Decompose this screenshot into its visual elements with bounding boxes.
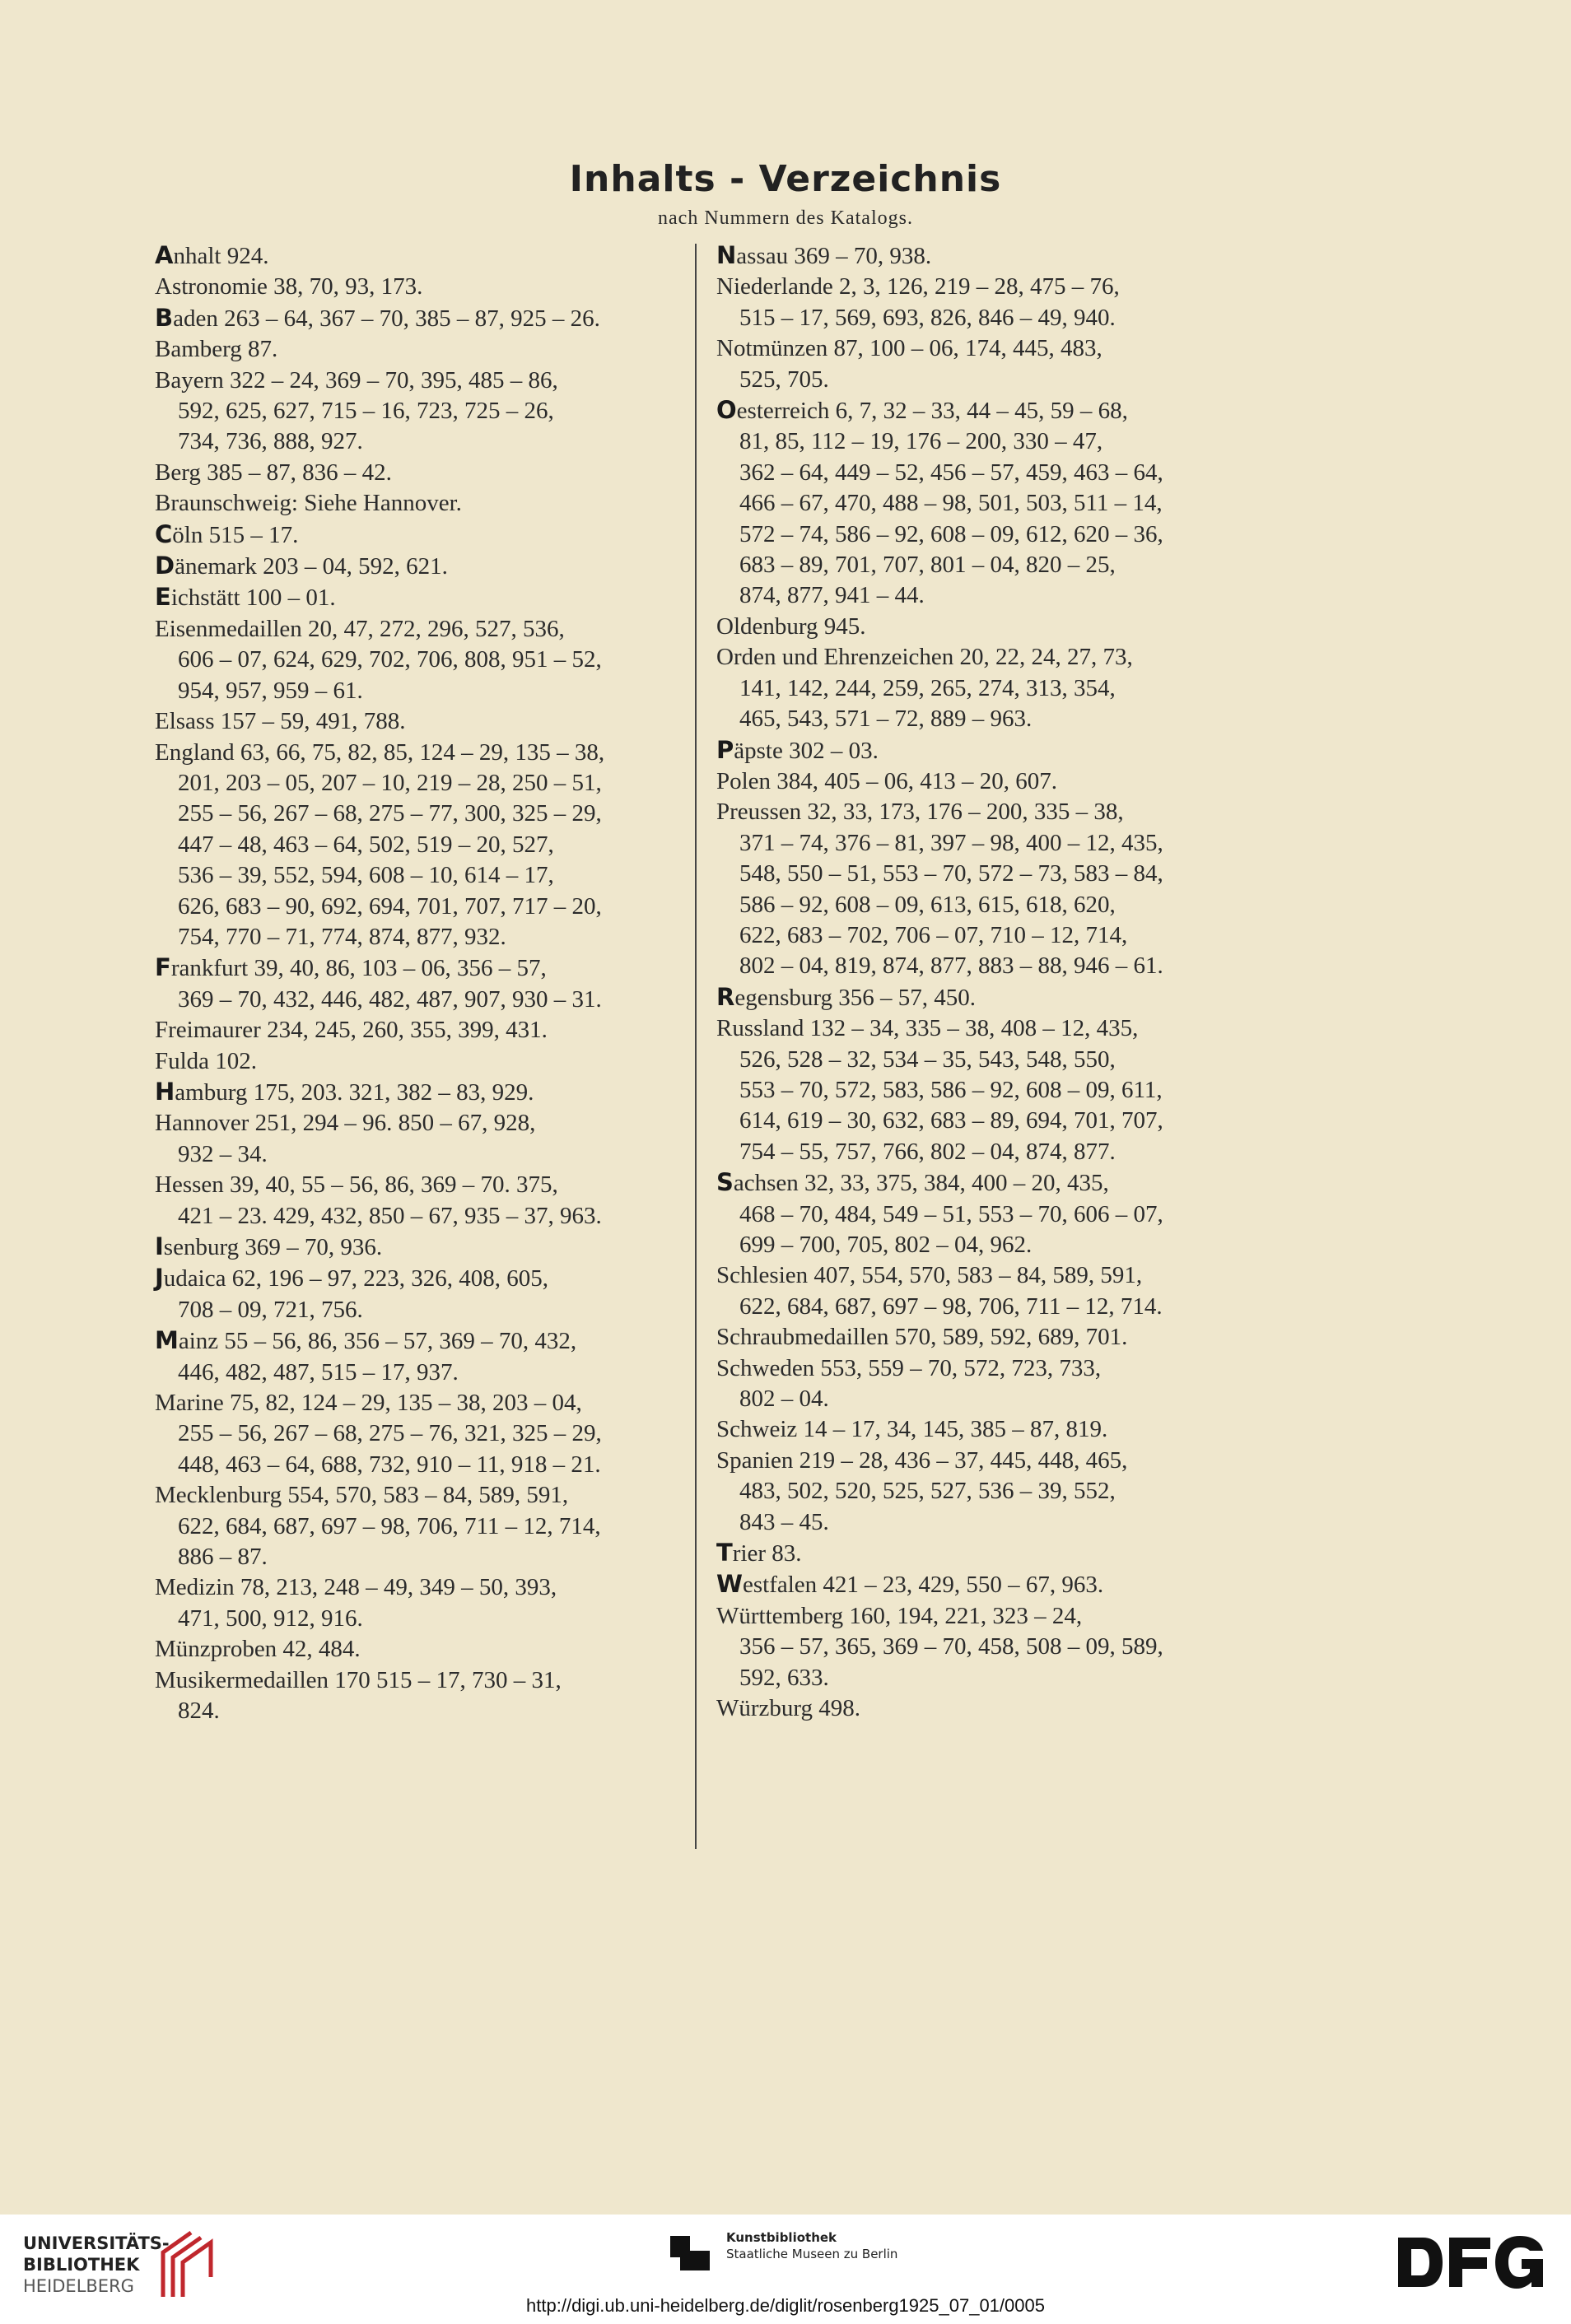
entry-initial-letter: O	[716, 396, 737, 425]
entry-text: 843 – 45.	[739, 1508, 829, 1535]
entry-text: ichstätt 100 – 01.	[170, 584, 336, 612]
index-entry	[155, 952, 669, 1015]
index-entry-continuation	[716, 488, 1243, 519]
index-entry-continuation	[716, 673, 1243, 704]
entry-text: egensburg 356 – 57, 450.	[734, 984, 977, 1011]
entry-text: 526, 528 – 32, 534 – 35, 543, 548, 550,	[739, 1046, 1116, 1073]
index-entry	[155, 458, 669, 488]
index-entry-line	[716, 797, 1243, 827]
index-entry	[155, 1665, 669, 1727]
index-entry-continuation	[716, 550, 1243, 580]
entry-initial-letter: E	[155, 583, 171, 612]
index-entry-line	[716, 1353, 1243, 1384]
index-entry-line	[716, 240, 1243, 272]
index-entry-continuation	[155, 1604, 669, 1634]
index-entry	[155, 272, 669, 302]
kunstbibliothek-name: Kunstbibliothek	[726, 2230, 837, 2245]
index-entry-continuation	[155, 396, 669, 426]
index-entry-continuation	[155, 426, 669, 457]
index-entry-continuation	[155, 1295, 669, 1325]
index-entry-line	[716, 1569, 1243, 1600]
index-entry	[155, 1046, 669, 1077]
index-entry-line	[716, 612, 1243, 642]
entry-text: Spanien 219 – 28, 436 – 37, 445, 448, 465,	[716, 1446, 1128, 1474]
entry-text: Freimaurer 234, 245, 260, 355, 399, 431.	[155, 1017, 548, 1044]
index-entry	[155, 240, 669, 272]
entry-text: 369 – 70, 432, 446, 482, 487, 907, 930 – 31.	[178, 985, 602, 1013]
entry-text: 754 – 55, 757, 766, 802 – 04, 874, 877.	[739, 1138, 1116, 1165]
entry-text: Niederlande 2, 3, 126, 219 – 28, 475 – 76,	[716, 273, 1120, 300]
index-entry	[716, 333, 1243, 395]
index-entry-line	[155, 458, 669, 488]
column-divider	[695, 244, 697, 1849]
index-entry	[155, 519, 669, 551]
entry-text: Hannover 251, 294 – 96. 850 – 67, 928,	[155, 1110, 536, 1137]
entry-text: 356 – 57, 365, 369 – 70, 458, 508 – 09, 589,	[739, 1633, 1163, 1660]
index-entry-continuation	[716, 303, 1243, 333]
index-entry-line	[155, 1015, 669, 1046]
kunstbibliothek-emblem-icon	[669, 2233, 711, 2272]
index-entry-line	[155, 1170, 669, 1200]
index-entry-line	[716, 982, 1243, 1013]
index-entry-line	[155, 614, 669, 645]
entry-text: 606 – 07, 624, 629, 702, 706, 808, 951 – 52,	[178, 646, 602, 673]
entry-text: Württemberg 160, 194, 221, 323 – 24,	[716, 1602, 1083, 1629]
entry-text: Münzproben 42, 484.	[155, 1636, 361, 1663]
index-entry-continuation	[716, 1384, 1243, 1414]
entry-text: Marine 75, 82, 124 – 29, 135 – 38, 203 – 04,	[155, 1390, 582, 1417]
entry-text: Medizin 78, 213, 248 – 49, 349 – 50, 393,	[155, 1574, 557, 1601]
index-entry-continuation	[155, 985, 669, 1015]
index-entry-continuation	[155, 1542, 669, 1572]
index-entry-continuation	[155, 1139, 669, 1170]
index-entry-continuation	[716, 1632, 1243, 1662]
entry-text: Russland 132 – 34, 335 – 38, 408 – 12, 435,	[716, 1015, 1139, 1042]
index-entry-continuation	[716, 1106, 1243, 1136]
index-entry	[716, 1569, 1243, 1600]
index-entry	[155, 303, 669, 334]
entry-text: 886 – 87.	[178, 1544, 268, 1571]
index-entry-continuation	[716, 1663, 1243, 1693]
entry-text: 536 – 39, 552, 594, 608 – 10, 614 – 17,	[178, 862, 554, 889]
index-entry	[716, 272, 1243, 333]
entry-text: 525, 705.	[739, 366, 829, 393]
index-entry	[155, 1325, 669, 1388]
entry-initial-letter: A	[155, 241, 174, 269]
entry-text: 874, 877, 941 – 44.	[739, 582, 925, 609]
index-entry	[716, 982, 1243, 1013]
entry-text: 255 – 56, 267 – 68, 275 – 77, 300, 325 – 29,	[178, 800, 602, 827]
entry-text: Preussen 32, 33, 173, 176 – 200, 335 – 38,	[716, 799, 1124, 826]
footer-bar	[0, 2215, 1571, 2324]
university-name-line1: UNIVERSITÄTS-	[23, 2233, 170, 2253]
entry-initial-letter: P	[716, 735, 734, 764]
entry-text: 708 – 09, 721, 756.	[178, 1296, 363, 1323]
index-entry-continuation	[716, 426, 1243, 457]
entry-text: 592, 633.	[739, 1664, 829, 1691]
index-entry-line	[155, 582, 669, 613]
index-entry-line	[155, 1046, 669, 1077]
index-entry-line	[716, 1322, 1243, 1353]
index-entry	[155, 366, 669, 458]
entry-initial-letter: B	[155, 303, 174, 332]
entry-text: esterreich 6, 7, 32 – 33, 44 – 45, 59 – 68,	[736, 398, 1128, 425]
index-entry-continuation	[716, 828, 1243, 859]
index-entry-continuation	[155, 1358, 669, 1388]
page-subtitle: nach Nummern des Katalogs.	[658, 207, 913, 229]
index-entry	[155, 1170, 669, 1232]
index-entry	[716, 735, 1243, 766]
index-entry-line	[155, 738, 669, 768]
index-entry-line	[716, 1693, 1243, 1724]
index-entry-line	[716, 1260, 1243, 1291]
entry-text: 622, 684, 687, 697 – 98, 706, 711 – 12, 714.	[739, 1292, 1163, 1320]
entry-text: 483, 502, 520, 525, 527, 536 – 39, 552,	[739, 1478, 1116, 1505]
entry-text: ainz 55 – 56, 86, 356 – 57, 369 – 70, 432,	[178, 1328, 577, 1355]
entry-text: Schraubmedaillen 570, 589, 592, 689, 701.	[716, 1324, 1128, 1351]
index-column-left	[155, 240, 669, 1727]
entry-text: 622, 684, 687, 697 – 98, 706, 711 – 12, 714,	[178, 1512, 601, 1539]
page-title: Inhalts - Verzeichnis	[569, 158, 1002, 200]
entry-text: Oldenburg 945.	[716, 612, 866, 640]
index-entry-line	[155, 366, 669, 396]
entry-text: äpste 302 – 03.	[734, 737, 879, 764]
index-entry-continuation	[155, 1201, 669, 1232]
index-entry-continuation	[716, 1476, 1243, 1507]
entry-text: Hessen 39, 40, 55 – 56, 86, 369 – 70. 375,	[155, 1171, 558, 1199]
index-entry	[155, 738, 669, 953]
entry-text: 466 – 67, 470, 488 – 98, 501, 503, 511 – 14,	[739, 490, 1163, 517]
entry-text: 553 – 70, 572, 583, 586 – 92, 608 – 09, 611,	[739, 1076, 1163, 1103]
entry-text: 465, 543, 571 – 72, 889 – 963.	[739, 706, 1033, 733]
entry-text: 592, 625, 627, 715 – 16, 723, 725 – 26,	[178, 398, 554, 425]
index-entry	[155, 582, 669, 613]
entry-text: 802 – 04.	[739, 1386, 829, 1413]
entry-text: Fulda 102.	[155, 1047, 258, 1074]
index-entry	[155, 1388, 669, 1480]
index-entry-continuation	[716, 890, 1243, 920]
index-entry	[716, 1414, 1243, 1445]
entry-text: 548, 550 – 51, 553 – 70, 572 – 73, 583 – 84,	[739, 860, 1163, 887]
index-entry-continuation	[716, 1075, 1243, 1106]
entry-text: 468 – 70, 484, 549 – 51, 553 – 70, 606 – 07,	[739, 1200, 1163, 1227]
index-entry-continuation	[716, 580, 1243, 611]
index-entry-continuation	[155, 1511, 669, 1542]
entry-text: 622, 683 – 702, 706 – 07, 710 – 12, 714,	[739, 921, 1128, 948]
index-entry-line	[155, 1634, 669, 1665]
entry-text: 471, 500, 912, 916.	[178, 1604, 363, 1632]
index-entry	[716, 1693, 1243, 1724]
index-entry-line	[155, 240, 669, 272]
index-entry-continuation	[716, 920, 1243, 951]
entry-text: Astronomie 38, 70, 93, 173.	[155, 273, 423, 300]
index-entry-continuation	[716, 458, 1243, 488]
index-entry-line	[716, 642, 1243, 673]
index-entry-line	[155, 1077, 669, 1108]
index-entry-continuation	[155, 645, 669, 675]
entry-text: Polen 384, 405 – 06, 413 – 20, 607.	[716, 767, 1058, 794]
index-entry	[716, 1167, 1243, 1260]
index-entry-continuation	[716, 1137, 1243, 1167]
entry-text: Elsass 157 – 59, 491, 788.	[155, 708, 406, 735]
index-entry-continuation	[716, 1230, 1243, 1260]
index-entry-line	[155, 1388, 669, 1418]
entry-text: Bamberg 87.	[155, 336, 278, 363]
index-entry	[716, 1446, 1243, 1538]
entry-text: 141, 142, 244, 259, 265, 274, 313, 354,	[739, 674, 1116, 701]
index-entry	[716, 642, 1243, 734]
index-entry-line	[716, 1167, 1243, 1199]
university-name-line2: BIBLIOTHEK	[23, 2255, 140, 2275]
index-entry	[155, 614, 669, 706]
index-entry-line	[716, 735, 1243, 766]
entry-text: 255 – 56, 267 – 68, 275 – 76, 321, 325 – 29,	[178, 1420, 602, 1447]
index-entry	[155, 1077, 669, 1108]
entry-text: Würzburg 498.	[716, 1695, 861, 1722]
index-entry-line	[155, 1325, 669, 1357]
entry-text: 954, 957, 959 – 61.	[178, 677, 363, 704]
index-entry-line	[716, 272, 1243, 302]
entry-text: Mecklenburg 554, 570, 583 – 84, 589, 591,	[155, 1482, 569, 1509]
page-url[interactable]: http://digi.ub.uni-heidelberg.de/diglit/rosenberg1925_07_01/0005	[526, 2295, 1045, 2316]
index-entry	[716, 1353, 1243, 1415]
index-entry-continuation	[155, 799, 669, 829]
index-entry	[155, 1232, 669, 1263]
entry-text: 586 – 92, 608 – 09, 613, 615, 618, 620,	[739, 891, 1116, 918]
index-entry-continuation	[716, 1199, 1243, 1230]
entry-text: Braunschweig: Siehe Hannover.	[155, 490, 462, 517]
index-entry-line	[716, 1414, 1243, 1445]
index-entry-line	[716, 1013, 1243, 1044]
entry-text: öln 515 – 17.	[172, 521, 299, 548]
index-entry-continuation	[155, 922, 669, 952]
index-entry-line	[716, 766, 1243, 797]
entry-text: 81, 85, 112 – 19, 176 – 200, 330 – 47,	[739, 428, 1103, 455]
index-entry-line	[155, 1480, 669, 1511]
entry-text: aden 263 – 64, 367 – 70, 385 – 87, 925 – 26.	[173, 305, 600, 332]
entry-initial-letter: T	[716, 1539, 733, 1567]
index-column-right	[716, 240, 1243, 1725]
entry-text: Schweden 553, 559 – 70, 572, 723, 733,	[716, 1354, 1102, 1381]
entry-text: rankfurt 39, 40, 86, 103 – 06, 356 – 57,	[170, 955, 547, 982]
index-entry	[716, 1013, 1243, 1167]
index-entry-continuation	[155, 1696, 669, 1726]
index-entry-line	[155, 1108, 669, 1139]
entry-text: 626, 683 – 90, 692, 694, 701, 707, 717 – 20,	[178, 892, 602, 920]
entry-text: Schweiz 14 – 17, 34, 145, 385 – 87, 819.	[716, 1416, 1108, 1443]
index-entry	[155, 334, 669, 365]
entry-text: Bayern 322 – 24, 369 – 70, 395, 485 – 86,	[155, 366, 558, 394]
entry-text: 699 – 700, 705, 802 – 04, 962.	[739, 1232, 1033, 1258]
index-entry	[155, 1572, 669, 1634]
entry-text: amburg 175, 203. 321, 382 – 83, 929.	[175, 1078, 534, 1106]
index-entry-continuation	[155, 1450, 669, 1480]
entry-text: rier 83.	[732, 1540, 802, 1567]
entry-text: 932 – 34.	[178, 1140, 268, 1167]
index-entry-continuation	[155, 892, 669, 922]
entry-initial-letter: H	[155, 1077, 175, 1106]
entry-text: 734, 736, 888, 927.	[178, 428, 363, 455]
index-entry-continuation	[155, 1418, 669, 1449]
entry-text: Orden und Ehrenzeichen 20, 22, 24, 27, 73,	[716, 644, 1133, 671]
index-entry	[155, 1015, 669, 1046]
index-entry-line	[716, 1601, 1243, 1632]
entry-text: 362 – 64, 449 – 52, 456 – 57, 459, 463 – 64,	[739, 459, 1163, 486]
index-entry	[716, 1260, 1243, 1322]
index-entry-line	[155, 1263, 669, 1294]
index-entry	[716, 797, 1243, 981]
museum-name: Staatliche Museen zu Berlin	[726, 2247, 898, 2261]
entry-initial-letter: S	[716, 1168, 734, 1197]
index-entry-continuation	[716, 1507, 1243, 1538]
index-entry-line	[716, 333, 1243, 364]
university-emblem-icon	[158, 2228, 214, 2302]
index-entry	[155, 706, 669, 737]
university-name-line3: HEIDELBERG	[23, 2276, 134, 2296]
index-entry-continuation	[716, 704, 1243, 734]
entry-initial-letter: N	[716, 241, 737, 269]
entry-text: England 63, 66, 75, 82, 85, 124 – 29, 135 – 38,	[155, 738, 605, 766]
index-entry-line	[155, 551, 669, 582]
index-entry-continuation	[716, 1045, 1243, 1075]
index-entry-continuation	[716, 1292, 1243, 1322]
index-entry-continuation	[155, 676, 669, 706]
index-entry-line	[155, 1232, 669, 1263]
entry-text: Musikermedaillen 170 515 – 17, 730 – 31,	[155, 1666, 562, 1693]
entry-initial-letter: I	[155, 1232, 164, 1260]
entry-text: 371 – 74, 376 – 81, 397 – 98, 400 – 12, 435,	[739, 829, 1163, 856]
index-entry	[155, 1108, 669, 1170]
entry-text: achsen 32, 33, 375, 384, 400 – 20, 435,	[733, 1170, 1109, 1197]
index-entry	[155, 551, 669, 582]
entry-text: 446, 482, 487, 515 – 17, 937.	[178, 1358, 459, 1386]
index-entry-line	[155, 272, 669, 302]
entry-initial-letter: R	[716, 982, 735, 1011]
entry-text: 824.	[178, 1698, 220, 1725]
entry-text: 614, 619 – 30, 632, 683 – 89, 694, 701, 707,	[739, 1107, 1163, 1134]
index-entry	[155, 1634, 669, 1665]
index-entry-line	[155, 334, 669, 365]
index-entry	[155, 1480, 669, 1572]
index-entry	[716, 1538, 1243, 1569]
index-entry-line	[155, 706, 669, 737]
entry-text: udaica 62, 196 – 97, 223, 326, 408, 605,	[163, 1265, 548, 1292]
index-entry	[716, 240, 1243, 272]
entry-text: 515 – 17, 569, 693, 826, 846 – 49, 940.	[739, 304, 1116, 331]
entry-text: 447 – 48, 463 – 64, 502, 519 – 20, 527,	[178, 831, 554, 858]
index-entry-continuation	[716, 951, 1243, 981]
entry-text: 754, 770 – 71, 774, 874, 877, 932.	[178, 923, 506, 950]
entry-text: Eisenmedaillen 20, 47, 272, 296, 527, 536,	[155, 615, 565, 642]
entry-text: Notmünzen 87, 100 – 06, 174, 445, 483,	[716, 335, 1102, 362]
entry-text: Berg 385 – 87, 836 – 42.	[155, 459, 392, 486]
index-entry	[716, 1322, 1243, 1353]
entry-text: Schlesien 407, 554, 570, 583 – 84, 589, 591,	[716, 1262, 1143, 1289]
index-entry-line	[155, 303, 669, 334]
index-entry	[716, 395, 1243, 612]
index-entry-continuation	[155, 768, 669, 799]
entry-text: 448, 463 – 64, 688, 732, 910 – 11, 918 – 21.	[178, 1451, 601, 1478]
entry-text: änemark 203 – 04, 592, 621.	[175, 553, 448, 580]
index-entry-continuation	[716, 519, 1243, 550]
index-entry-line	[155, 488, 669, 519]
entry-text: nhalt 924.	[173, 243, 269, 269]
entry-text: estfalen 421 – 23, 429, 550 – 67, 963.	[743, 1572, 1104, 1599]
entry-text: 802 – 04, 819, 874, 877, 883 – 88, 946 – 61.	[739, 952, 1163, 980]
entry-initial-letter: C	[155, 519, 173, 548]
entry-text: senburg 369 – 70, 936.	[163, 1234, 383, 1260]
index-entry-line	[155, 1572, 669, 1603]
index-entry-line	[716, 1446, 1243, 1476]
index-entry-continuation	[155, 860, 669, 891]
index-entry	[155, 488, 669, 519]
entry-initial-letter: W	[716, 1570, 743, 1599]
index-entry-line	[716, 395, 1243, 426]
index-entry-continuation	[155, 830, 669, 860]
index-entry-line	[716, 1538, 1243, 1569]
entry-initial-letter: F	[155, 953, 171, 982]
entry-text: 421 – 23. 429, 432, 850 – 67, 935 – 37, 963.	[178, 1202, 602, 1229]
entry-text: 683 – 89, 701, 707, 801 – 04, 820 – 25,	[739, 552, 1116, 579]
index-entry	[155, 1263, 669, 1325]
index-entry-line	[155, 1665, 669, 1696]
entry-text: assau 369 – 70, 938.	[736, 243, 932, 269]
index-entry-line	[155, 519, 669, 551]
entry-initial-letter: J	[155, 1264, 164, 1292]
dfg-logo[interactable]	[1398, 2234, 1546, 2290]
entry-text: 572 – 74, 586 – 92, 608 – 09, 612, 620 – 36,	[739, 520, 1163, 547]
index-entry-continuation	[716, 365, 1243, 395]
entry-initial-letter: M	[155, 1326, 179, 1355]
index-entry-continuation	[716, 859, 1243, 889]
index-entry	[716, 612, 1243, 642]
entry-initial-letter: D	[155, 552, 175, 580]
index-entry-line	[155, 952, 669, 984]
index-entry	[716, 766, 1243, 797]
entry-text: 201, 203 – 05, 207 – 10, 219 – 28, 250 – 51,	[178, 769, 602, 796]
index-entry	[716, 1601, 1243, 1693]
